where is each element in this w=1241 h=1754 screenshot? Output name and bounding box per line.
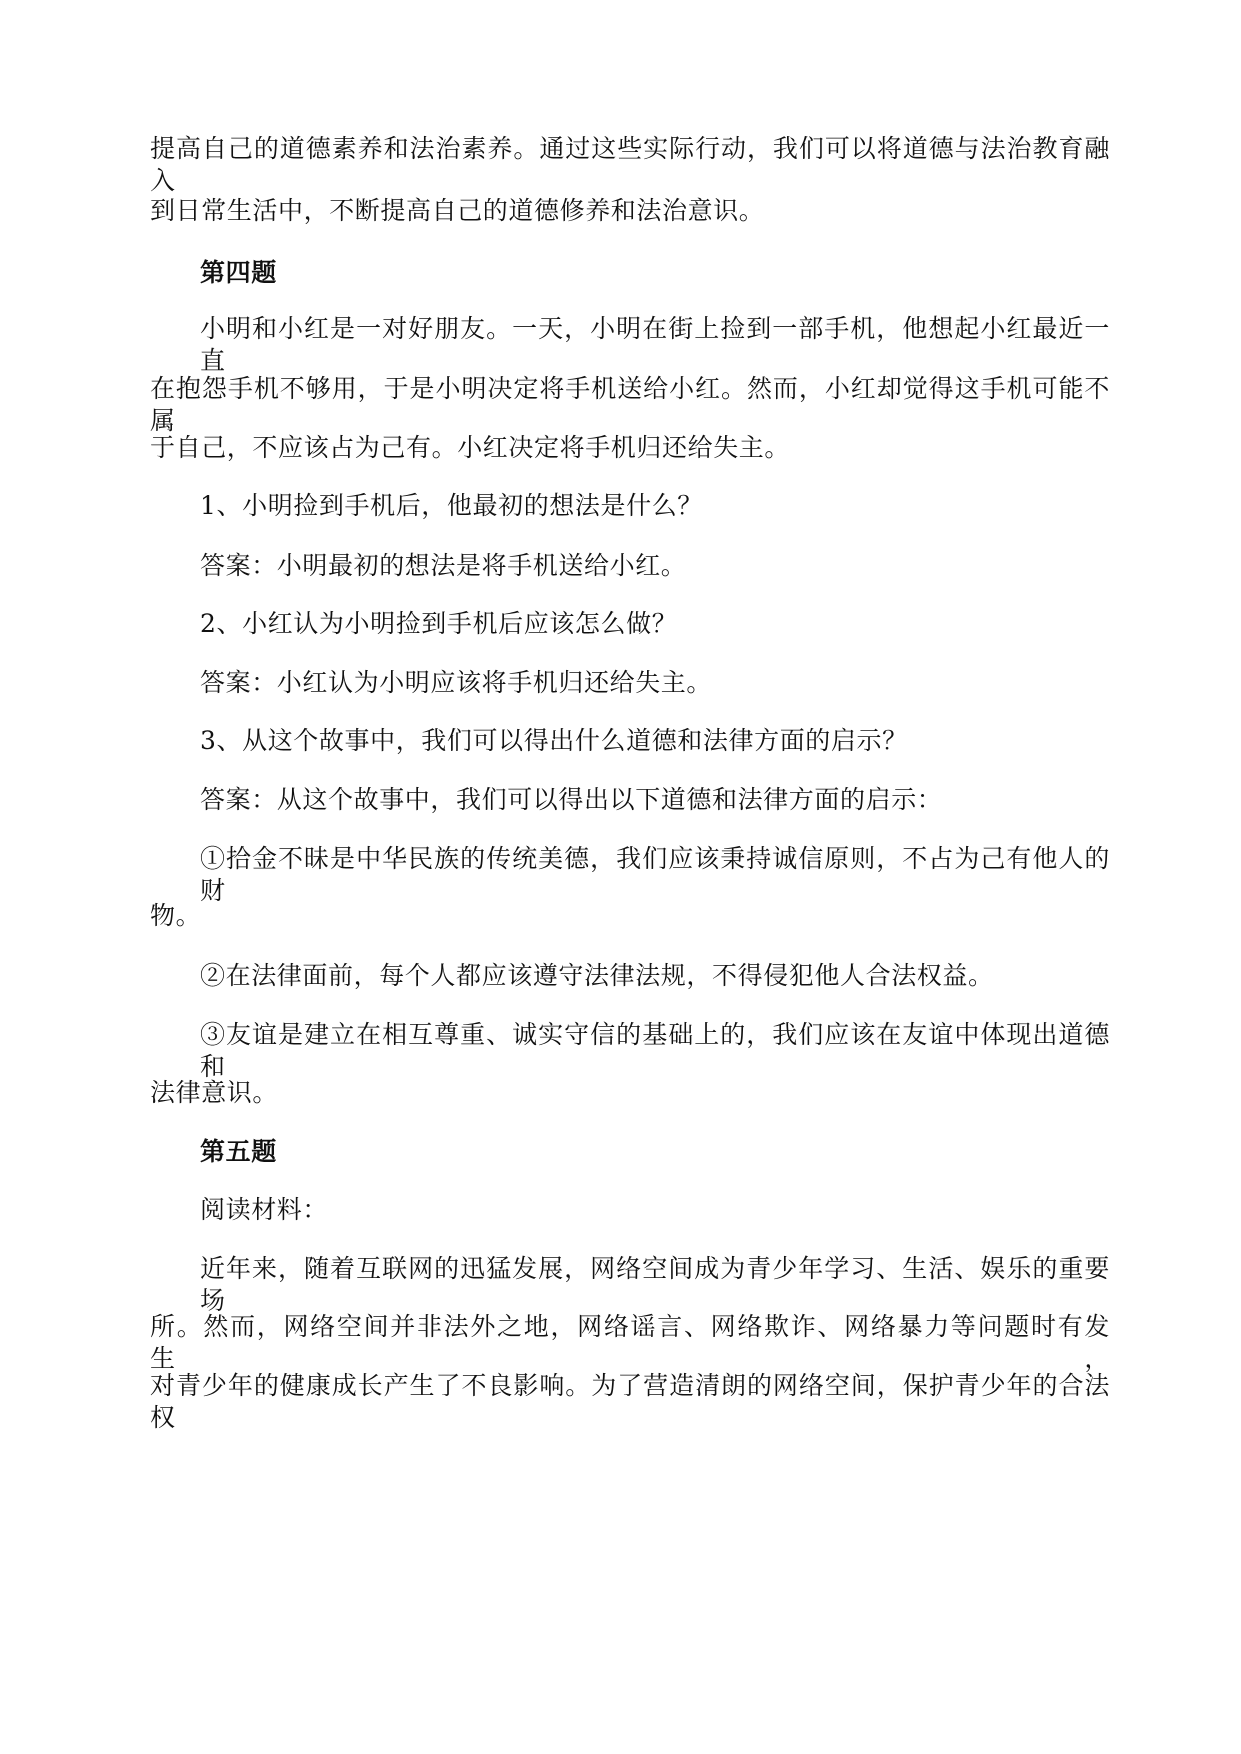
paragraph-line: 对青少年的健康成长产生了不良影响。为了营造清朗的网络空间，保护青少年的合法权: [150, 1371, 1110, 1432]
list-item: ②在法律面前，每个人都应该遵守法律法规，不得侵犯他人合法权益。: [200, 961, 994, 990]
paragraph-line: 于自己，不应该占为己有。小红决定将手机归还给失主。: [150, 433, 791, 462]
question-1: 1、小明捡到手机后，他最初的想法是什么？: [200, 491, 703, 520]
paragraph-line: 小明和小红是一对好朋友。一天，小明在街上捡到一部手机，他想起小红最近一直: [200, 314, 1110, 375]
list-item-continued: 物。: [150, 901, 202, 930]
paragraph-line: 在抱怨手机不够用，于是小明决定将手机送给小红。然而，小红却觉得这手机可能不属: [150, 374, 1110, 435]
answer-2: 答案：小红认为小明应该将手机归还给失主。: [200, 668, 713, 697]
paragraph-line: 提高自己的道德素养和法治素养。通过这些实际行动，我们可以将道德与法治教育融入: [150, 134, 1110, 195]
reading-material-label: 阅读材料：: [200, 1195, 329, 1224]
section-heading-4: 第四题: [200, 258, 277, 287]
list-item: ③友谊是建立在相互尊重、诚实守信的基础上的，我们应该在友谊中体现出道德和: [200, 1020, 1110, 1081]
paragraph-line: 近年来，随着互联网的迅猛发展，网络空间成为青少年学习、生活、娱乐的重要场: [200, 1254, 1110, 1315]
answer-1: 答案：小明最初的想法是将手机送给小红。: [200, 551, 687, 580]
question-2: 2、小红认为小明捡到手机后应该怎么做？: [200, 609, 678, 638]
section-heading-5: 第五题: [200, 1137, 277, 1166]
paragraph-line: 到日常生活中，不断提高自己的道德修养和法治意识。: [150, 196, 765, 225]
list-item-continued: 法律意识。: [150, 1078, 279, 1107]
answer-3: 答案：从这个故事中，我们可以得出以下道德和法律方面的启示：: [200, 785, 943, 814]
paragraph-line: 所。然而，网络空间并非法外之地，网络谣言、网络欺诈、网络暴力等问题时有发生，: [150, 1312, 1110, 1373]
question-3: 3、从这个故事中，我们可以得出什么道德和法律方面的启示？: [200, 726, 908, 755]
list-item: ①拾金不昧是中华民族的传统美德，我们应该秉持诚信原则，不占为己有他人的财: [200, 844, 1110, 905]
